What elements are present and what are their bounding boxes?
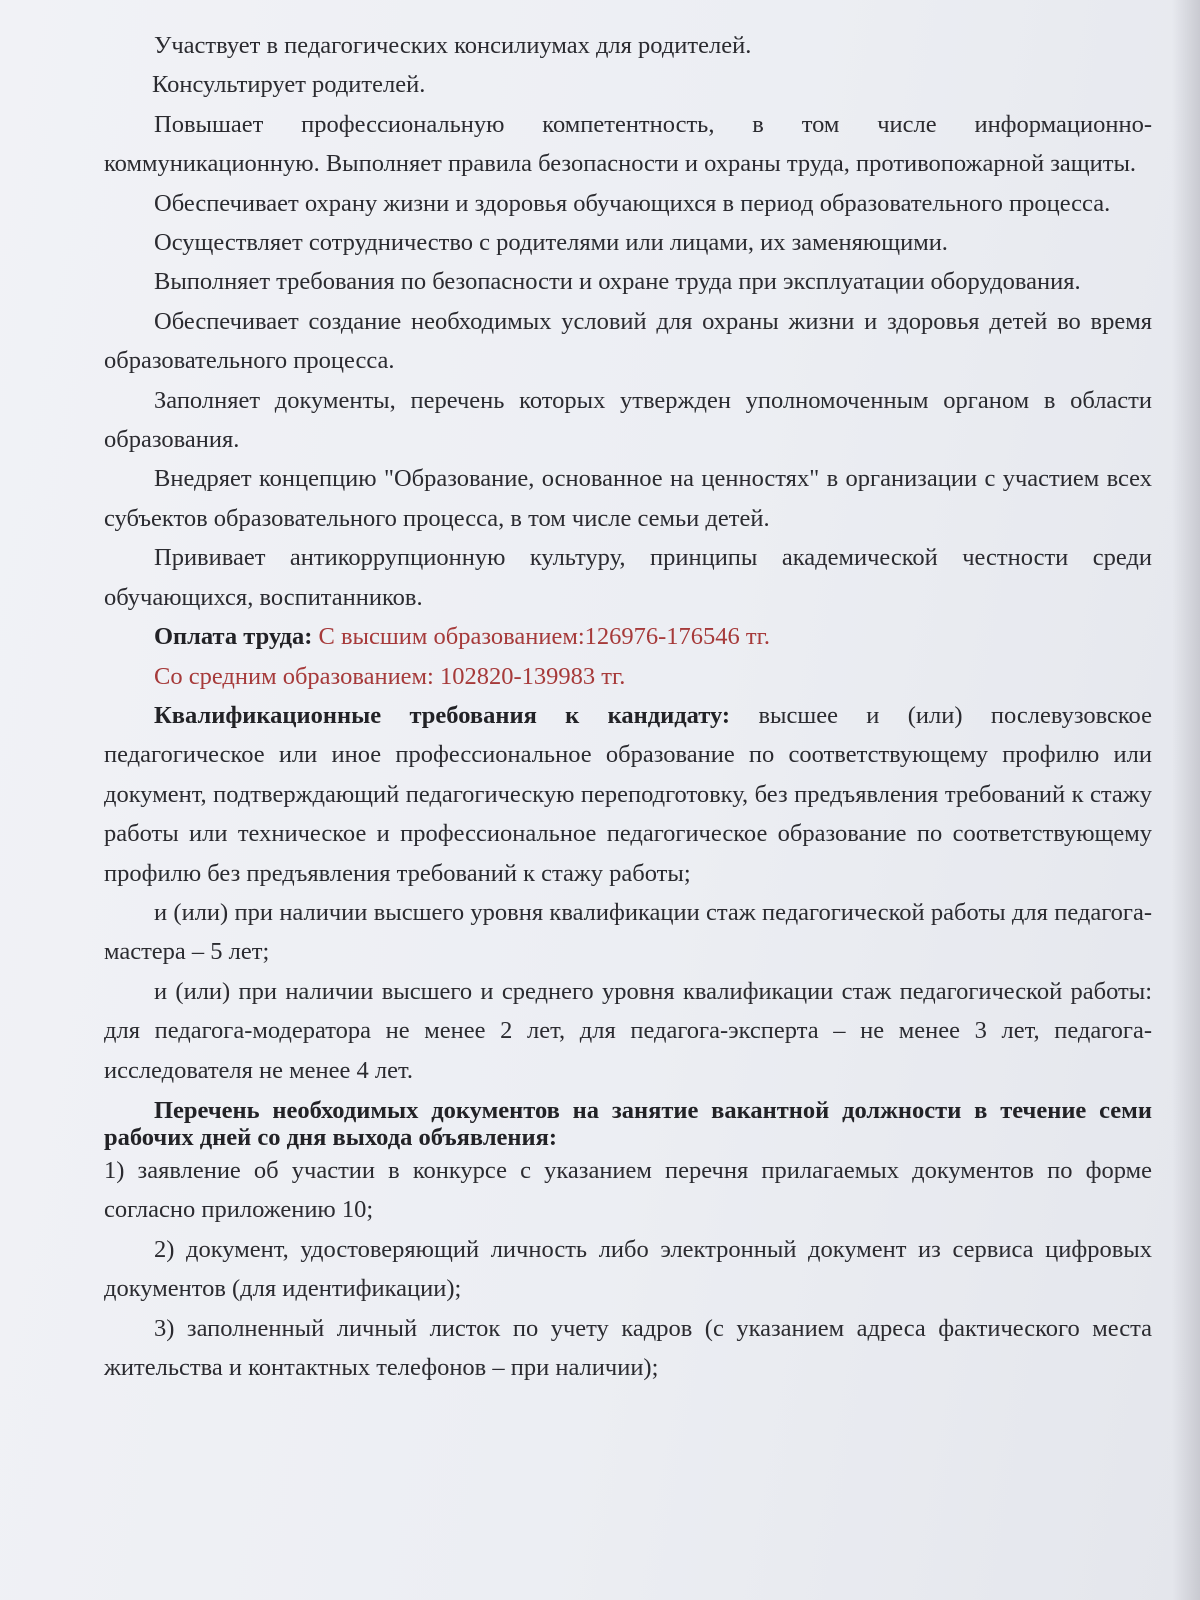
salary-higher: С высшим образованием:126976-176546 тг. [318, 623, 771, 651]
qualification-text: высшее и (или) послевузовское педагогическое или иное профессиональное образование по соответствующему профилю или документ, подтверждающий педагогическую переподготовку, без предъявления требований к стажу работы или техническое и профессиональное педагогическое образование по соответствующему профилю без предъявления требований к стажу работы; [104, 701, 1152, 887]
paper-edge-shadow [1172, 0, 1200, 1600]
duty-paragraph-6: Выполняет требования по безопасности и охране труда при эксплуатации оборудования. [154, 268, 1081, 296]
salary-line-higher [104, 617, 1152, 656]
documents-heading [104, 1097, 1152, 1151]
duty-paragraph-2: Консультирует родителей. [152, 71, 426, 99]
duty-paragraph-10: Прививает антикоррупционную культуру, принципы академической честности среди обучающихся, воспитанников. [104, 544, 1152, 611]
qualification-label: Квалификационные требования к кандидату: [154, 701, 731, 729]
duty-paragraph-8: Заполняет документы, перечень которых утвержден уполномоченным органом в области образования. [104, 386, 1152, 454]
duty-paragraph-7: Обеспечивает создание необходимых условий для охраны жизни и здоровья детей во время образовательного процесса. [104, 307, 1152, 375]
duty-paragraph-5: Осуществляет сотрудничество с родителями или лицами, их заменяющими. [154, 229, 948, 257]
document-item-1: 1) заявление об участии в конкурсе с указанием перечня прилагаемых документов по форме согласно приложению 10; [104, 1156, 1152, 1224]
duty-paragraph-9: Внедряет концепцию "Образование, основанное на ценностях" в организации с участием всех субъектов образовательного процесса, в том числе семьи детей. [104, 465, 1152, 532]
duty-paragraph-1: Участвует в педагогических консилиумах для родителей. [154, 32, 752, 59]
duty-paragraph-4: Обеспечивает охрану жизни и здоровья обучающихся в период образовательного процесса. [154, 189, 1111, 217]
salary-secondary: Со средним образованием: 102820-139983 тг. [154, 662, 626, 690]
qualification-paragraph [104, 696, 1152, 893]
qualification-master: и (или) при наличии высшего уровня квалификации стаж педагогической работы для педагога-мастера – 5 лет; [104, 898, 1152, 966]
document-item-3: 3) заполненный личный листок по учету кадров (с указанием адреса фактического места жительства и контактных телефонов – при наличии); [104, 1314, 1152, 1381]
documents-heading-text: Перечень необходимых документов на занятие вакантной должности в течение семи рабочих дней со дня выхода объявления: [104, 1096, 1152, 1151]
qualification-levels: и (или) при наличии высшего и среднего уровня квалификации стаж педагогической работы: для педагога-модератора не менее 2 лет, для педагога-эксперта – не менее 3 лет, педагога-исследователя не менее 4 лет. [104, 977, 1152, 1084]
document-item-2: 2) документ, удостоверяющий личность либо электронный документ из сервиса цифровых документов (для идентификации); [104, 1235, 1152, 1303]
salary-label: Оплата труда: [154, 623, 313, 651]
duty-paragraph-3: Повышает профессиональную компетентность, в том числе информационно-коммуникационную. Выполняет правила безопасности и охраны труда, противопожарной защиты. [104, 110, 1152, 178]
